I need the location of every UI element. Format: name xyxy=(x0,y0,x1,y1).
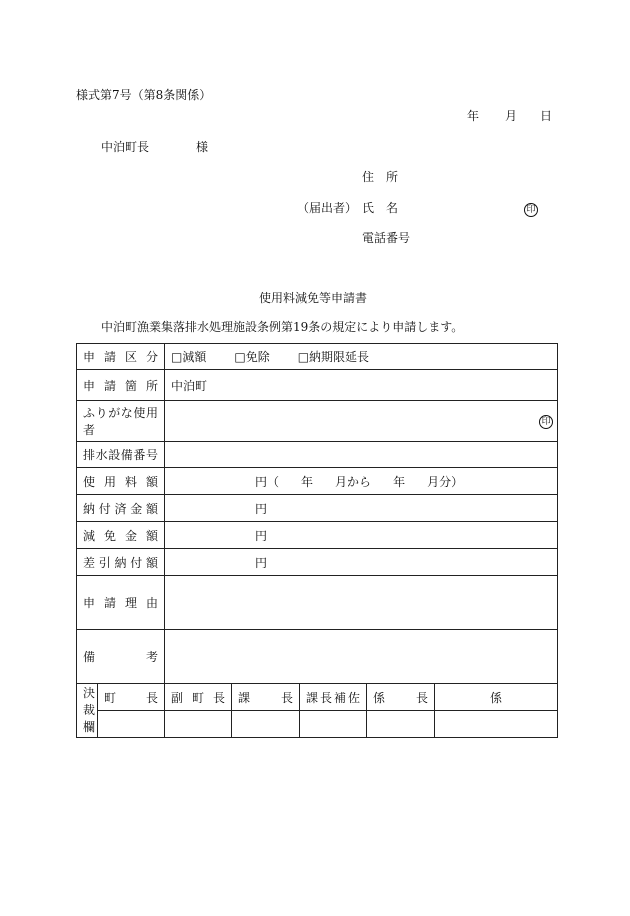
approval-label: 決 裁 欄 xyxy=(77,684,98,738)
paid-label: 納付済金額 xyxy=(77,495,165,522)
applicant-role: （届出者） xyxy=(297,201,358,215)
user-label: ふりがな使用者 xyxy=(77,401,165,442)
remarks-label: 備考 xyxy=(77,630,165,684)
category-options xyxy=(165,344,558,370)
document-title: 使用料減免等申請書 xyxy=(259,291,368,305)
location-label: 申請箇所 xyxy=(77,370,165,401)
row-user xyxy=(77,401,558,442)
paid-field[interactable] xyxy=(165,495,558,522)
fee-year-1: 年 xyxy=(301,474,314,489)
balance-yen: 円 xyxy=(255,555,268,570)
equipment-field[interactable] xyxy=(165,442,558,468)
applicant-name-label: 氏 名 xyxy=(362,201,399,215)
location-value[interactable]: 中泊町 xyxy=(165,370,558,401)
option-exemption[interactable]: □免除 xyxy=(234,350,270,364)
application-form-table xyxy=(76,343,558,738)
remarks-field[interactable] xyxy=(165,630,558,684)
row-reason xyxy=(77,576,558,630)
option-reduction[interactable]: □減額 xyxy=(171,350,207,364)
approval-header-mayor: 町長 xyxy=(98,684,165,711)
fee-month-from: 月から xyxy=(335,474,372,489)
approval-header-assistant-chief: 課長補佐 xyxy=(300,684,367,711)
balance-label: 差引納付額 xyxy=(77,549,165,576)
approval-stamp-mayor[interactable] xyxy=(98,711,165,738)
row-balance xyxy=(77,549,558,576)
category-label: 申請区分 xyxy=(77,344,165,370)
date-day: 日 xyxy=(540,109,553,123)
applicant-seal: 印 xyxy=(524,203,538,217)
approval-stamp-staff[interactable] xyxy=(435,711,558,738)
approval-header-row xyxy=(77,684,558,711)
user-field[interactable] xyxy=(165,401,558,442)
reduction-field[interactable] xyxy=(165,522,558,549)
date-month: 月 xyxy=(505,109,518,123)
approval-stamp-deputy-mayor[interactable] xyxy=(165,711,232,738)
approval-header-staff: 係 xyxy=(435,684,558,711)
form-number: 様式第7号（第8条関係） xyxy=(76,88,212,102)
option-deadline-extension[interactable]: □納期限延長 xyxy=(297,350,370,364)
fee-month-end: 月分） xyxy=(427,474,464,489)
reduction-yen: 円 xyxy=(255,528,268,543)
intro-text: 中泊町漁業集落排水処理施設条例第19条の規定により申請します。 xyxy=(101,320,464,334)
row-fee xyxy=(77,468,558,495)
approval-stamp-assistant-chief[interactable] xyxy=(300,711,367,738)
row-equipment xyxy=(77,442,558,468)
equipment-label: 排水設備番号 xyxy=(77,442,165,468)
row-location xyxy=(77,370,558,401)
addressee-name: 中泊町長 xyxy=(101,140,150,154)
row-reduction xyxy=(77,522,558,549)
applicant-seal-icon xyxy=(524,201,538,217)
paid-yen: 円 xyxy=(255,501,268,516)
fee-year-2: 年 xyxy=(393,474,406,489)
phone-label: 電話番号 xyxy=(362,231,411,245)
balance-field[interactable] xyxy=(165,549,558,576)
approval-stamp-section-chief[interactable] xyxy=(232,711,300,738)
fee-field[interactable] xyxy=(165,468,558,495)
approval-header-deputy-mayor: 副町長 xyxy=(165,684,232,711)
user-seal-icon: 印 xyxy=(539,415,553,429)
reduction-label: 減免金額 xyxy=(77,522,165,549)
date-year: 年 xyxy=(467,109,480,123)
reason-label: 申請理由 xyxy=(77,576,165,630)
approval-header-subsection-chief: 係長 xyxy=(367,684,435,711)
fee-label: 使用料額 xyxy=(77,468,165,495)
row-paid xyxy=(77,495,558,522)
reason-field[interactable] xyxy=(165,576,558,630)
addressee-honorific: 様 xyxy=(196,140,209,154)
approval-header-section-chief: 課長 xyxy=(232,684,300,711)
approval-stamp-row xyxy=(77,711,558,738)
approval-stamp-subsection-chief[interactable] xyxy=(367,711,435,738)
row-category xyxy=(77,344,558,370)
row-remarks xyxy=(77,630,558,684)
address-label: 住 所 xyxy=(362,170,399,184)
fee-yen: 円（ xyxy=(255,474,280,489)
